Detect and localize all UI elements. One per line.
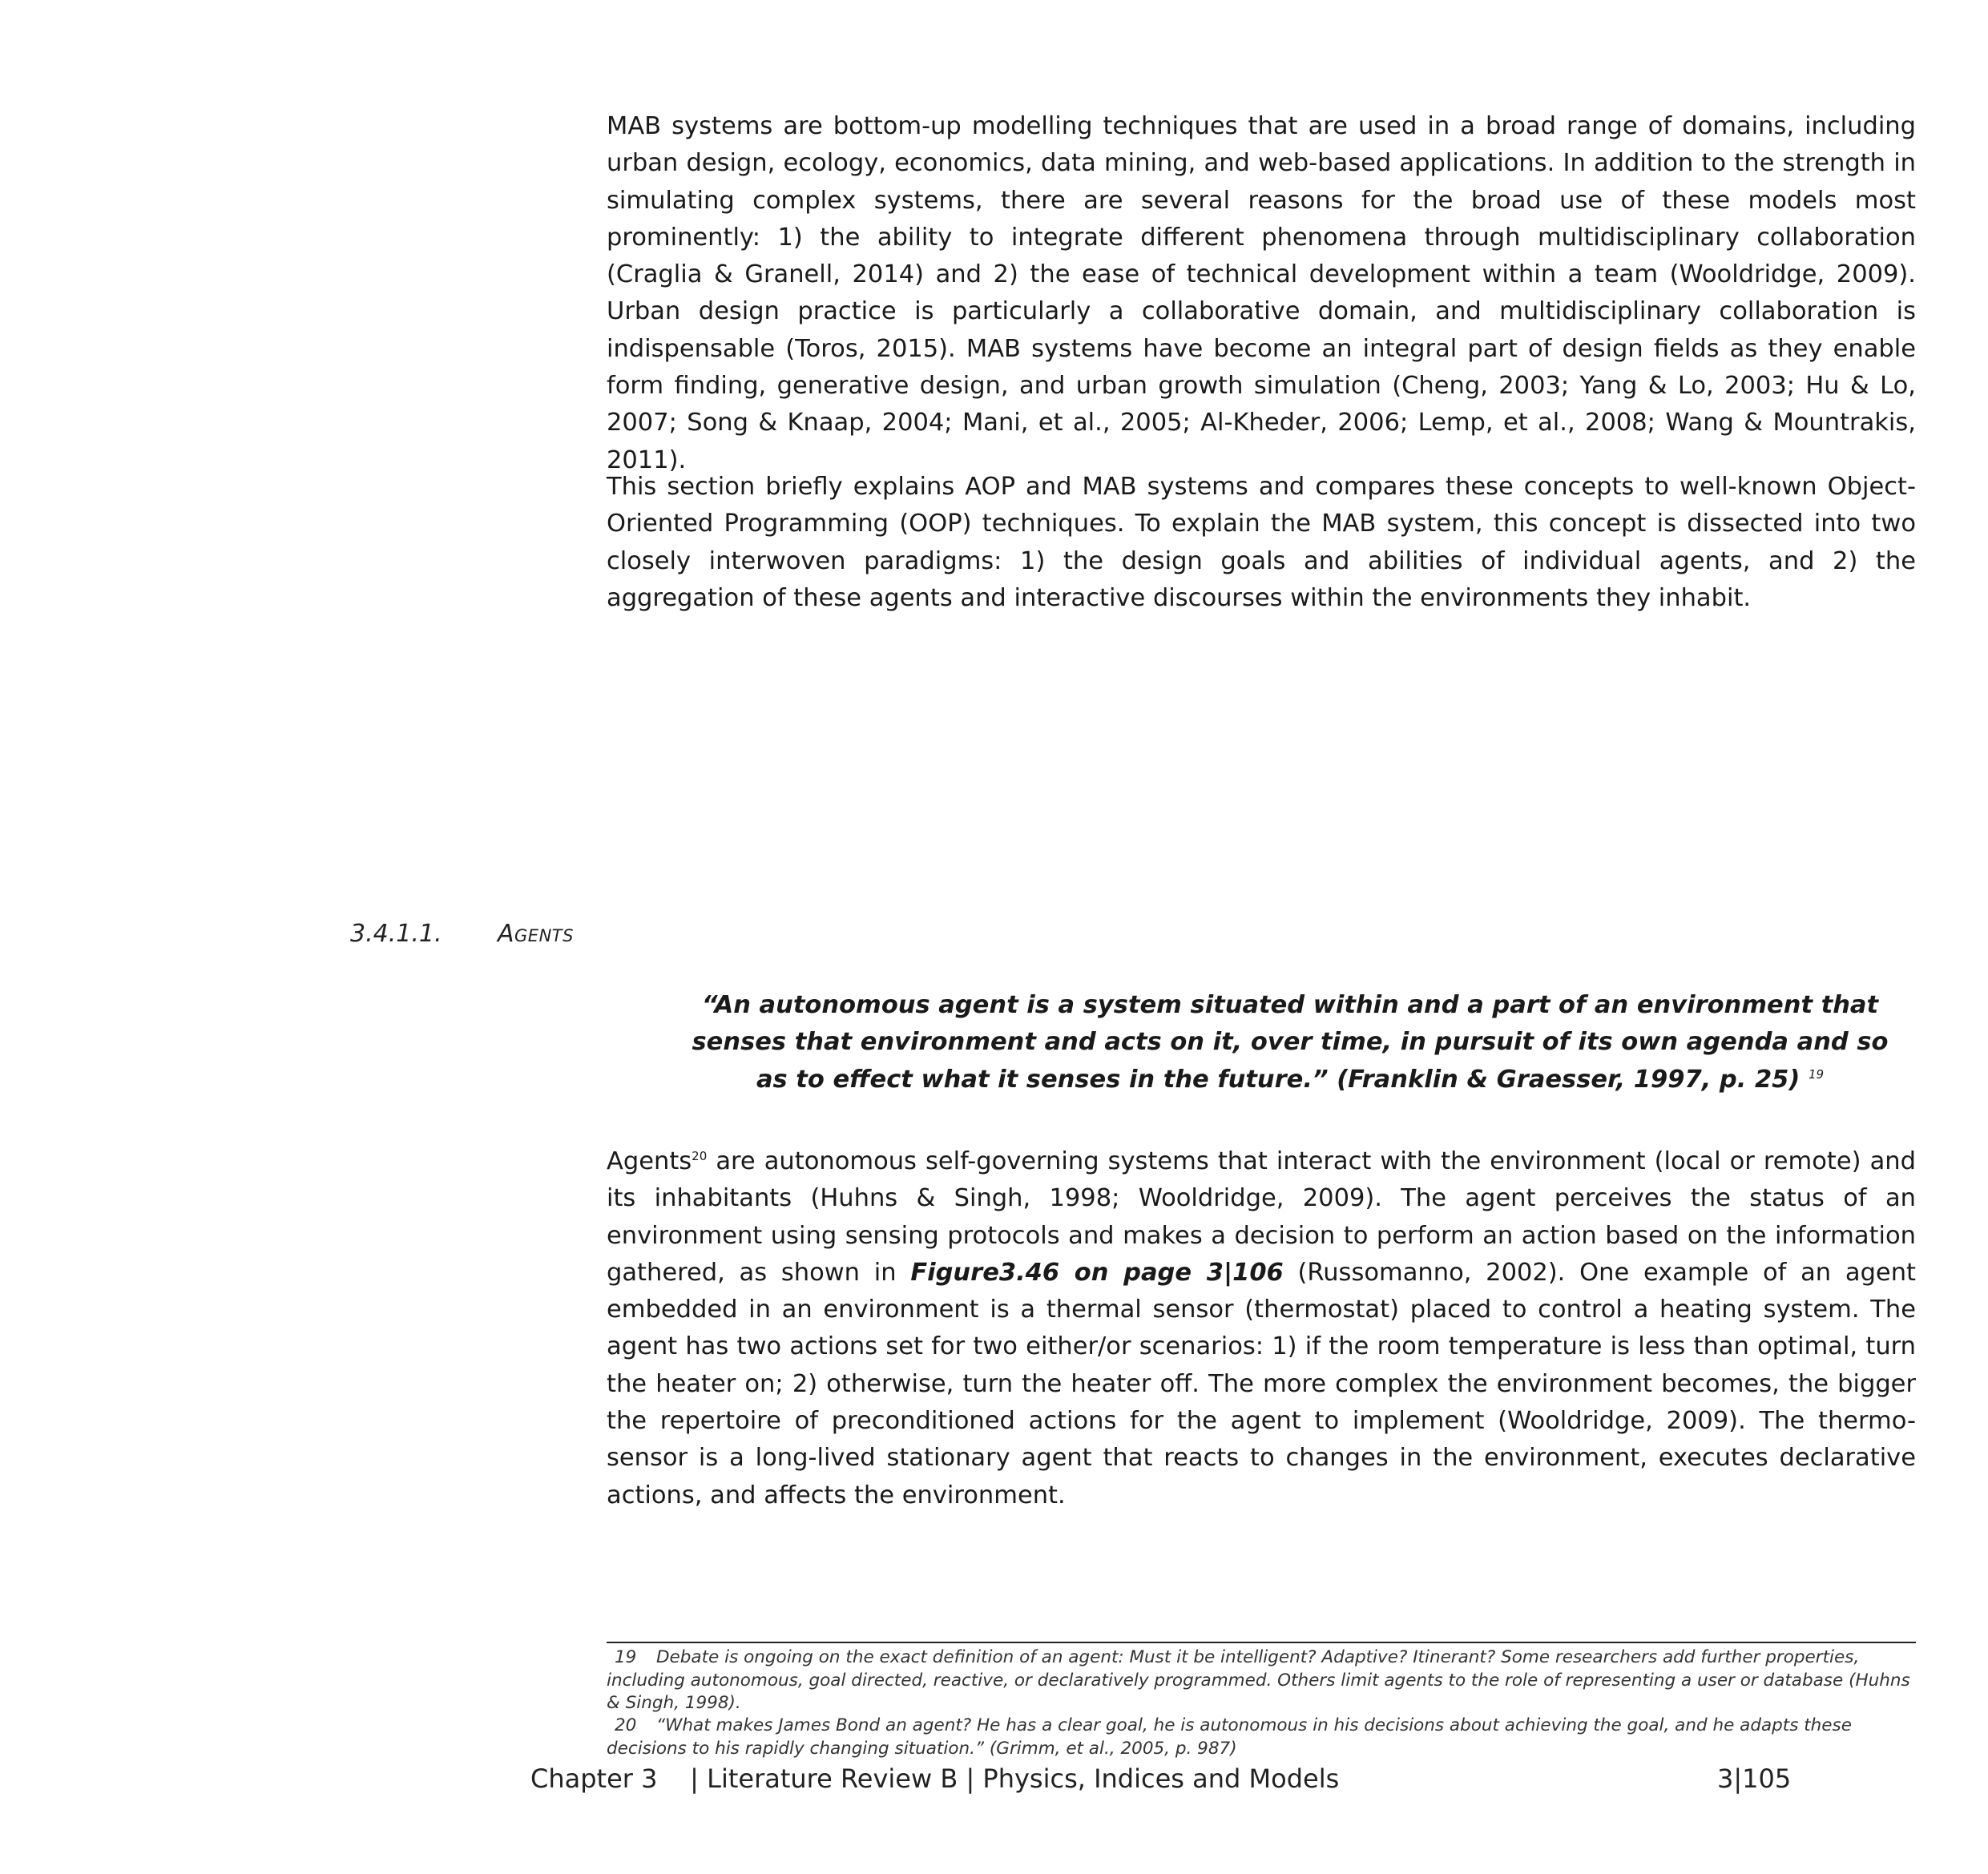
quote-text: “An autonomous agent is a system situated within and a part of an environment that senses that environment and acts on it, over time, in pursuit of its own agenda and so as to effect what it senses in the future.” (Franklin & Graesser, 1997, p. 25) — [692, 991, 1889, 1094]
block-quote — [681, 987, 1899, 1098]
footer-chapter-title: Chapter 3 | Literature Review B | Physics, Indices and Models — [530, 1763, 1340, 1794]
figure-reference-link[interactable] — [910, 1259, 1283, 1287]
body-paragraph-section-overview: This section briefly explains AOP and MAB systems and compares these concepts to well-known Object-Oriented Programming (OOP) techniques. To explain the MAB system, this concept is dissected into two closely interwoven paradigms: 1) the design goals and abilities of individual agents, and 2) the aggregation of these agents and interactive discourses within the environments they inhabit. — [607, 473, 1916, 612]
figure-ref-page: 3|106 — [1206, 1258, 1284, 1287]
footnote-text: “What makes James Bond an agent? He has a clear goal, he is autonomous in his decisions about achieving the goal, and he adapts these decisions to his rapidly changing situation.” (Grimm, et al., 2005, p. 987) — [607, 1715, 1852, 1759]
footer-page-number: 3|105 — [1717, 1763, 1792, 1794]
agents-text-part2: (Russomanno, 2002). One example of an agent embedded in an environment is a thermal sensor (thermostat) placed to control a heating system. The agent has two actions set for two either/or scenarios: 1) if the room temperature is less than optimal, turn the heater on; 2) otherwise, turn the heater off. The more complex the environment becomes, the bigger the repertoire of preconditioned actions for the agent to implement (Wooldridge, 2009). The thermo-sensor is a long-lived stationary agent that reacts to changes in the environment, executes declarative actions, and affects the environment. — [607, 1258, 1916, 1509]
agents-lead: Agents — [607, 1147, 692, 1175]
footnote-ref-20[interactable]: 20 — [692, 1148, 708, 1163]
footnote-20 — [607, 1715, 1916, 1760]
footnote-number: 20 — [615, 1715, 637, 1735]
footnote-ref-19[interactable]: 19 — [1808, 1066, 1825, 1082]
body-paragraph-mab-systems: MAB systems are bottom-up modelling techniques that are used in a broad range of domains, including urban design, ecology, economics, data mining, and web-based applications. In addition to the strength in simulating complex systems, there are several reasons for the broad use of these models most prominently: 1) the ability to integrate different phenomena through multidisciplinary collaboration (Craglia & Granell, 2014) and 2) the ease of technical development within a team (Wooldridge, 2009). Urban design practice is particularly a collaborative domain, and multidisciplinary collaboration is indispensable (Toros, 2015). MAB systems have become an integral part of design fields as they enable form finding, generative design, and urban growth simulation (Cheng, 2003; Yang & Lo, 2003; Hu & Lo, 2007; Song & Knaap, 2004; Mani, et al., 2005; Al-Kheder, 2006; Lemp, et al., 2008; Wang & Mountrakis, 2011). — [607, 112, 1916, 474]
section-number: 3.4.1.1. — [350, 920, 442, 948]
footnote-divider — [607, 1642, 1916, 1643]
footnote-text: Debate is ongoing on the exact definition of an agent: Must it be intelligent? Adaptive? Itinerant? Some researchers add further properties, including autonomous, goal directed, reactive, or declaratively programmed. Others limit agents to the role of representing a user or database (Huhns & Singh, 1998). — [607, 1647, 1910, 1713]
figure-ref-label: Figure3.46 on page — [910, 1258, 1207, 1287]
body-paragraph-agents — [607, 1143, 1916, 1514]
footnote-19 — [607, 1646, 1916, 1715]
section-title: Agents — [498, 920, 574, 948]
agents-text-part1: are autonomous self-governing systems that interact with the environment (local or remote) and its inhabitants (Huhns & Singh, 1998; Wooldridge, 2009). The agent perceives the status of an environment using sensing protocols and makes a decision to perform an action based on the information gathered, as shown in — [607, 1147, 1916, 1287]
footnote-number: 19 — [615, 1647, 637, 1667]
